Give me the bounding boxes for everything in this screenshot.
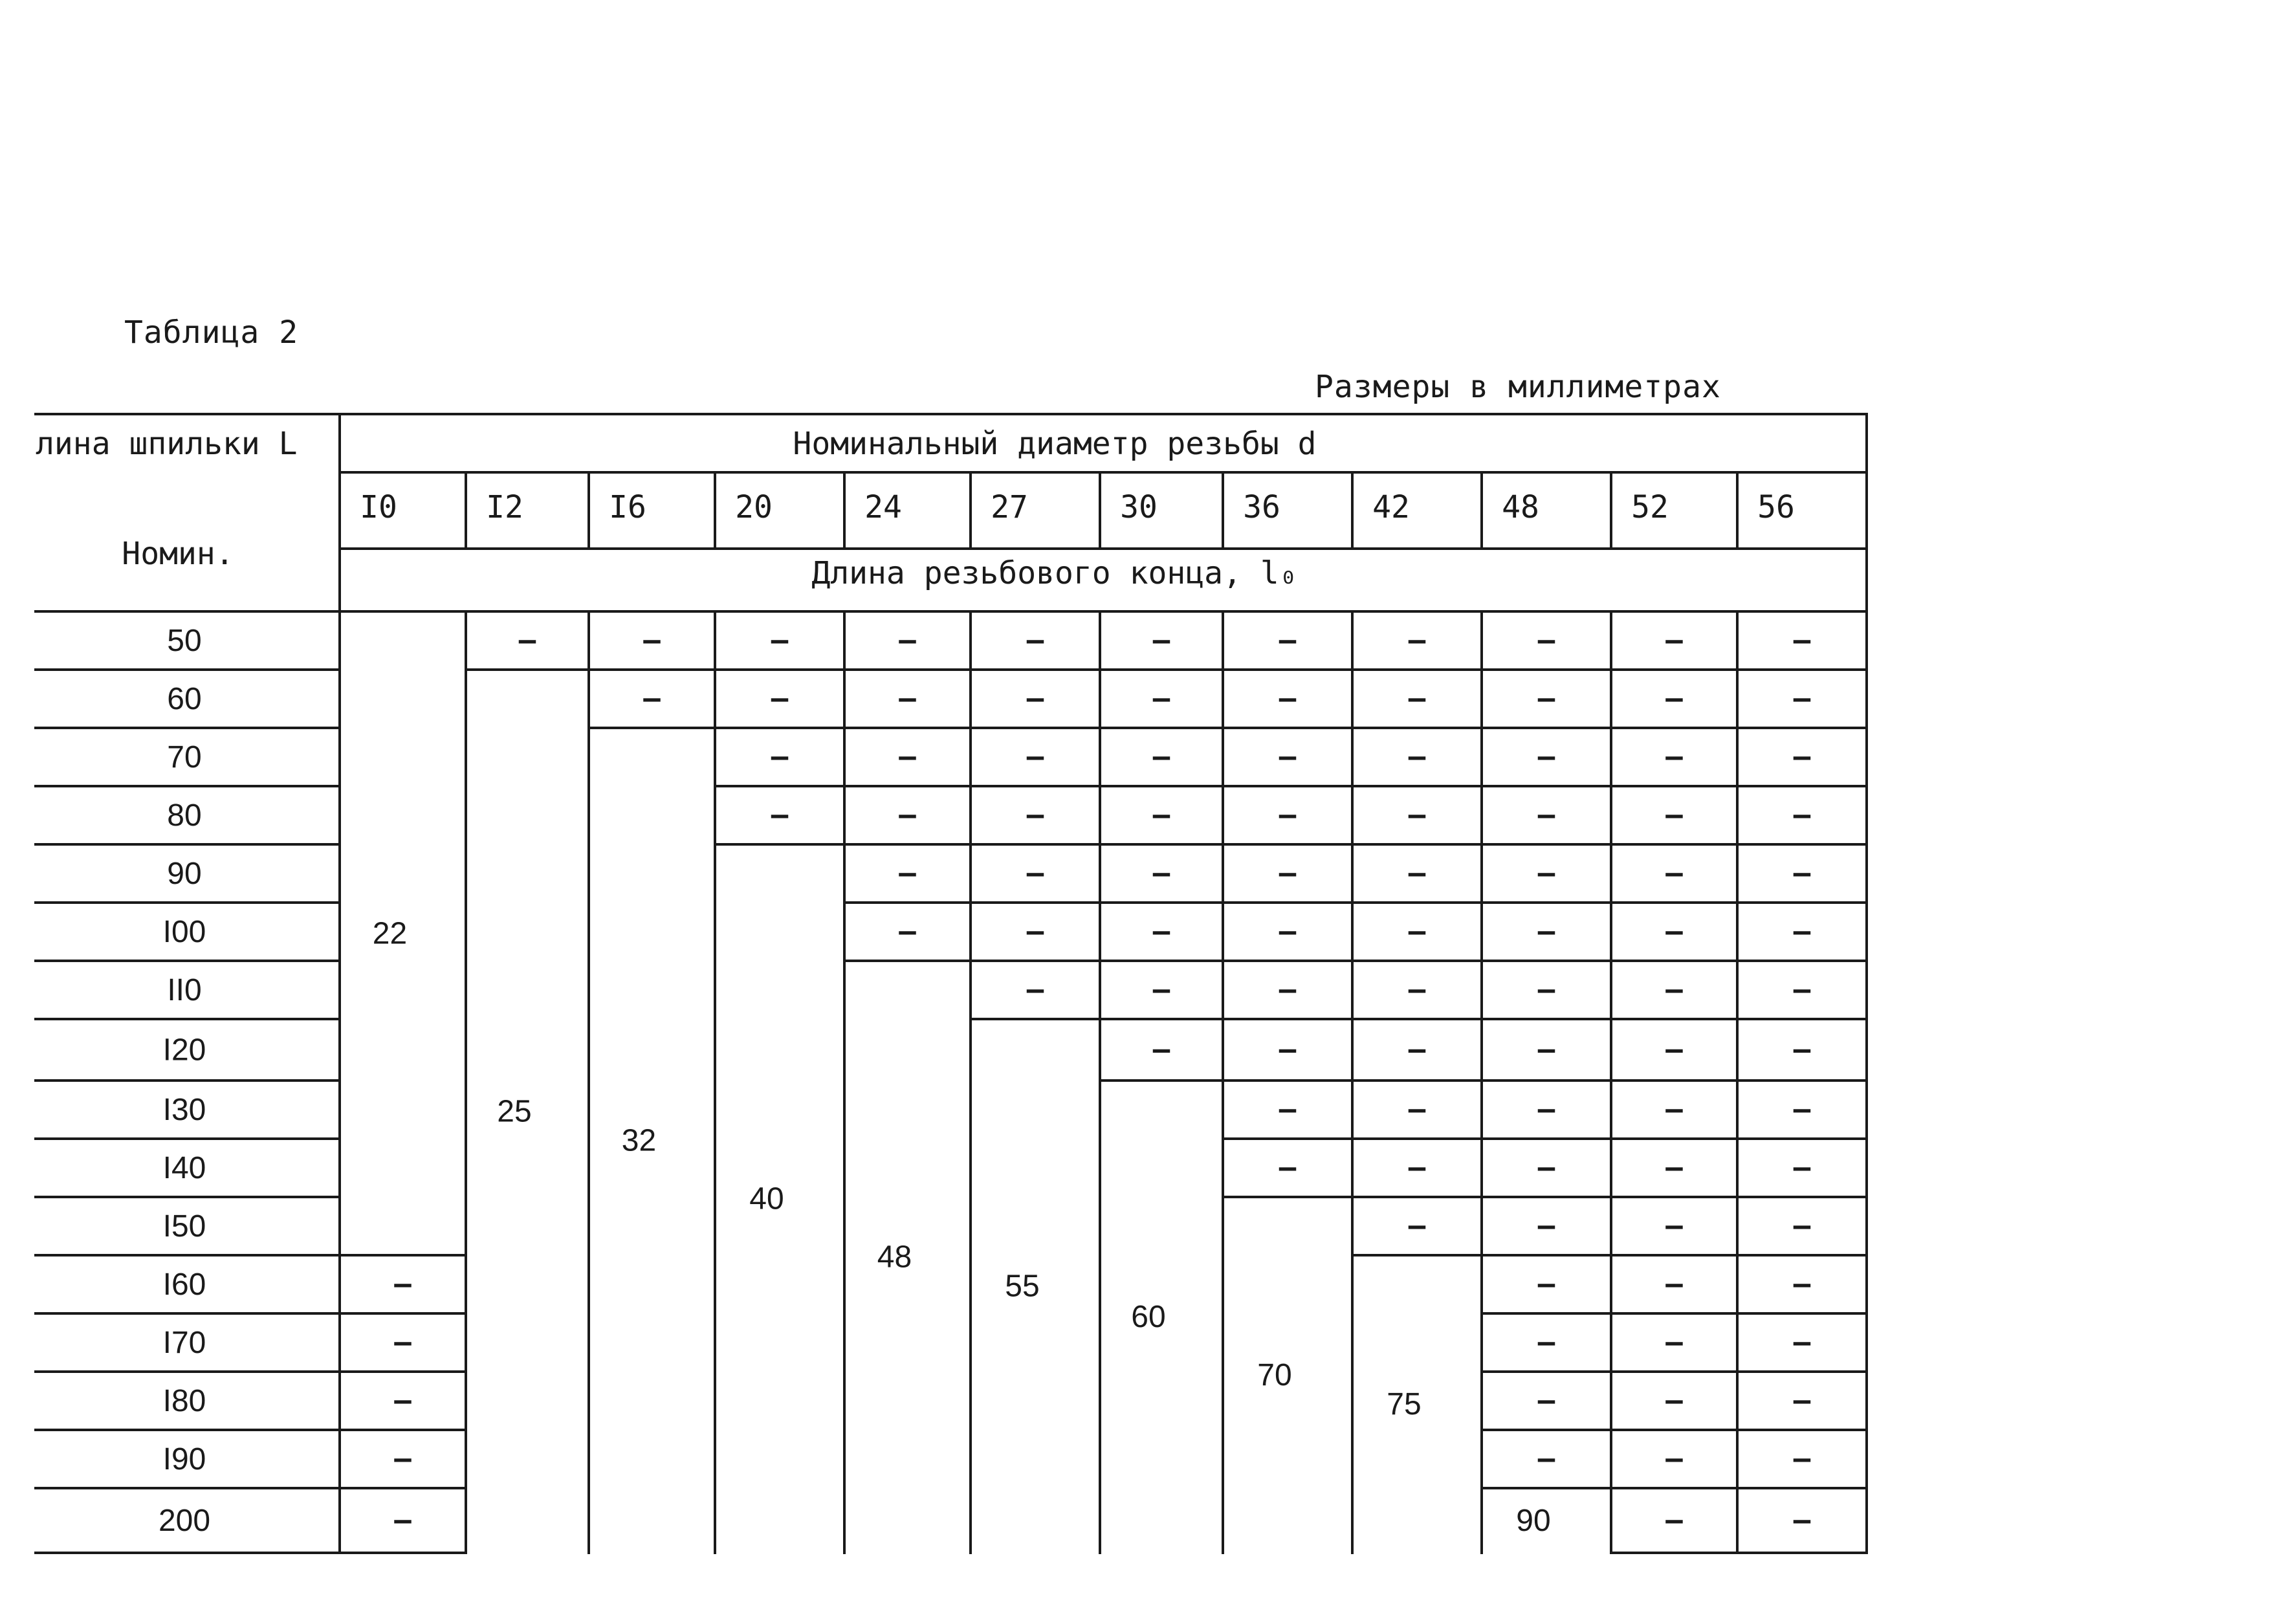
empty-cell-dash: – — [1793, 1326, 1811, 1359]
empty-cell-dash: – — [1537, 798, 1555, 831]
empty-cell-dash: – — [1152, 798, 1170, 831]
empty-cell-dash: – — [1665, 624, 1683, 657]
empty-cell-dash: – — [1793, 915, 1811, 948]
empty-cell-dash: – — [1665, 1504, 1683, 1537]
empty-cell-dash: – — [1408, 1151, 1426, 1184]
empty-cell-dash: – — [1537, 624, 1555, 657]
empty-cell-dash: – — [1408, 915, 1426, 948]
empty-cell-dash: – — [1279, 798, 1297, 831]
thread-length-value: 22 — [372, 916, 408, 951]
empty-cell-dash: – — [1793, 1504, 1811, 1537]
empty-cell-dash: – — [1026, 915, 1044, 948]
length-label: 60 — [167, 682, 202, 716]
empty-cell-dash: – — [1408, 740, 1426, 773]
length-label: I80 — [162, 1384, 206, 1418]
length-label: I60 — [162, 1267, 206, 1302]
thread-length-value: 55 — [1005, 1269, 1040, 1304]
empty-cell-dash: – — [1537, 1033, 1555, 1066]
empty-cell-dash: – — [1665, 1151, 1683, 1184]
length-label: I30 — [162, 1093, 206, 1127]
empty-cell-dash: – — [1665, 915, 1683, 948]
empty-cell-dash: – — [1408, 1209, 1426, 1242]
empty-cell-dash: – — [1665, 798, 1683, 831]
empty-cell-dash: – — [1408, 973, 1426, 1006]
empty-cell-dash: – — [643, 682, 661, 715]
empty-cell-dash: – — [1152, 682, 1170, 715]
empty-cell-dash: – — [1793, 1093, 1811, 1126]
diameter-label: 36 — [1243, 489, 1280, 525]
empty-cell-dash: – — [1793, 1209, 1811, 1242]
empty-cell-dash: – — [1279, 624, 1297, 657]
empty-cell-dash: – — [1793, 1267, 1811, 1300]
empty-cell-dash: – — [1279, 740, 1297, 773]
empty-cell-dash: – — [1537, 1326, 1555, 1359]
empty-cell-dash: – — [899, 624, 916, 657]
sub-header: Длина резьбового конца, l₀ — [811, 555, 1298, 591]
thread-length-value: 40 — [749, 1181, 784, 1216]
empty-cell-dash: – — [1537, 1151, 1555, 1184]
empty-cell-dash: – — [1665, 1326, 1683, 1359]
length-label: I70 — [162, 1326, 206, 1360]
empty-cell-dash: – — [1793, 1442, 1811, 1475]
corner-label: лина шпильки L — [36, 426, 298, 462]
empty-cell-dash: – — [1537, 1384, 1555, 1417]
diameter-label: 30 — [1120, 489, 1158, 525]
thread-length-value: 75 — [1387, 1387, 1422, 1421]
empty-cell-dash: – — [1537, 1209, 1555, 1242]
diameter-label: 24 — [864, 489, 902, 525]
thread-length-value: 90 — [1516, 1504, 1551, 1538]
empty-cell-dash: – — [1026, 740, 1044, 773]
empty-cell-dash: – — [1026, 857, 1044, 890]
empty-cell-dash: – — [1279, 915, 1297, 948]
group-header: Номинальный диаметр резьбы d — [793, 426, 1317, 462]
diameter-label: 42 — [1372, 489, 1410, 525]
thread-length-value: 32 — [621, 1123, 657, 1158]
empty-cell-dash: – — [1408, 624, 1426, 657]
units-note: Размеры в миллиметрах — [1315, 369, 1721, 405]
empty-cell-dash: – — [1408, 1093, 1426, 1126]
empty-cell-dash: – — [1537, 1093, 1555, 1126]
thread-length-value: 25 — [497, 1094, 532, 1129]
empty-cell-dash: – — [1152, 624, 1170, 657]
empty-cell-dash: – — [1665, 1442, 1683, 1475]
length-label: I00 — [162, 915, 206, 949]
empty-cell-dash: – — [899, 740, 916, 773]
empty-cell-dash: – — [1665, 1384, 1683, 1417]
diameter-label: 52 — [1631, 489, 1669, 525]
empty-cell-dash: – — [771, 740, 789, 773]
empty-cell-dash: – — [394, 1384, 412, 1417]
empty-cell-dash: – — [1279, 973, 1297, 1006]
length-label: II0 — [167, 973, 202, 1007]
empty-cell-dash: – — [1408, 682, 1426, 715]
empty-cell-dash: – — [1665, 1209, 1683, 1242]
empty-cell-dash: – — [1279, 1151, 1297, 1184]
empty-cell-dash: – — [1793, 682, 1811, 715]
empty-cell-dash: – — [1665, 857, 1683, 890]
empty-cell-dash: – — [1152, 740, 1170, 773]
empty-cell-dash: – — [394, 1504, 412, 1537]
length-label: 200 — [158, 1504, 211, 1538]
diameter-label: 20 — [735, 489, 773, 525]
nominal-label: Номин. — [122, 536, 234, 572]
empty-cell-dash: – — [771, 798, 789, 831]
empty-cell-dash: – — [1026, 624, 1044, 657]
empty-cell-dash: – — [1537, 915, 1555, 948]
empty-cell-dash: – — [1152, 915, 1170, 948]
empty-cell-dash: – — [1537, 1442, 1555, 1475]
empty-cell-dash: – — [771, 682, 789, 715]
length-label: I20 — [162, 1033, 206, 1068]
empty-cell-dash: – — [1793, 740, 1811, 773]
length-label: 50 — [167, 624, 202, 658]
empty-cell-dash: – — [1793, 1384, 1811, 1417]
empty-cell-dash: – — [394, 1442, 412, 1475]
empty-cell-dash: – — [1279, 682, 1297, 715]
empty-cell-dash: – — [1665, 1267, 1683, 1300]
diameter-label: 48 — [1502, 489, 1539, 525]
empty-cell-dash: – — [1665, 1033, 1683, 1066]
empty-cell-dash: – — [1793, 857, 1811, 890]
diameter-label: 56 — [1757, 489, 1795, 525]
diameter-label: I0 — [360, 489, 397, 525]
length-label: I50 — [162, 1209, 206, 1244]
empty-cell-dash: – — [1793, 798, 1811, 831]
empty-cell-dash: – — [1793, 1033, 1811, 1066]
empty-cell-dash: – — [899, 915, 916, 948]
thread-length-value: 70 — [1257, 1358, 1292, 1392]
empty-cell-dash: – — [518, 624, 536, 657]
empty-cell-dash: – — [1665, 740, 1683, 773]
empty-cell-dash: – — [1026, 798, 1044, 831]
length-label: I40 — [162, 1151, 206, 1185]
empty-cell-dash: – — [1279, 1033, 1297, 1066]
empty-cell-dash: – — [1537, 857, 1555, 890]
empty-cell-dash: – — [1537, 973, 1555, 1006]
empty-cell-dash: – — [1793, 624, 1811, 657]
empty-cell-dash: – — [771, 624, 789, 657]
empty-cell-dash: – — [1537, 682, 1555, 715]
thread-length-value: 60 — [1131, 1300, 1166, 1334]
diameter-label: I6 — [609, 489, 646, 525]
length-label: 80 — [167, 798, 202, 833]
empty-cell-dash: – — [1408, 1033, 1426, 1066]
table-caption: Таблица 2 — [124, 314, 299, 351]
thread-length-value: 48 — [877, 1240, 912, 1275]
empty-cell-dash: – — [1537, 1267, 1555, 1300]
empty-cell-dash: – — [1026, 973, 1044, 1006]
empty-cell-dash: – — [394, 1326, 412, 1359]
length-label: 90 — [167, 857, 202, 891]
length-label: I90 — [162, 1442, 206, 1476]
empty-cell-dash: – — [1665, 1093, 1683, 1126]
empty-cell-dash: – — [899, 682, 916, 715]
empty-cell-dash: – — [1793, 973, 1811, 1006]
empty-cell-dash: – — [899, 857, 916, 890]
diameter-label: I2 — [486, 489, 523, 525]
empty-cell-dash: – — [1152, 857, 1170, 890]
empty-cell-dash: – — [1026, 682, 1044, 715]
length-label: 70 — [167, 740, 202, 774]
empty-cell-dash: – — [1279, 1093, 1297, 1126]
empty-cell-dash: – — [1152, 973, 1170, 1006]
empty-cell-dash: – — [1537, 740, 1555, 773]
empty-cell-dash: – — [394, 1267, 412, 1300]
empty-cell-dash: – — [1408, 857, 1426, 890]
empty-cell-dash: – — [1793, 1151, 1811, 1184]
empty-cell-dash: – — [899, 798, 916, 831]
empty-cell-dash: – — [1408, 798, 1426, 831]
empty-cell-dash: – — [1152, 1033, 1170, 1066]
empty-cell-dash: – — [1665, 682, 1683, 715]
empty-cell-dash: – — [1665, 973, 1683, 1006]
empty-cell-dash: – — [1279, 857, 1297, 890]
empty-cell-dash: – — [643, 624, 661, 657]
diameter-label: 27 — [991, 489, 1028, 525]
